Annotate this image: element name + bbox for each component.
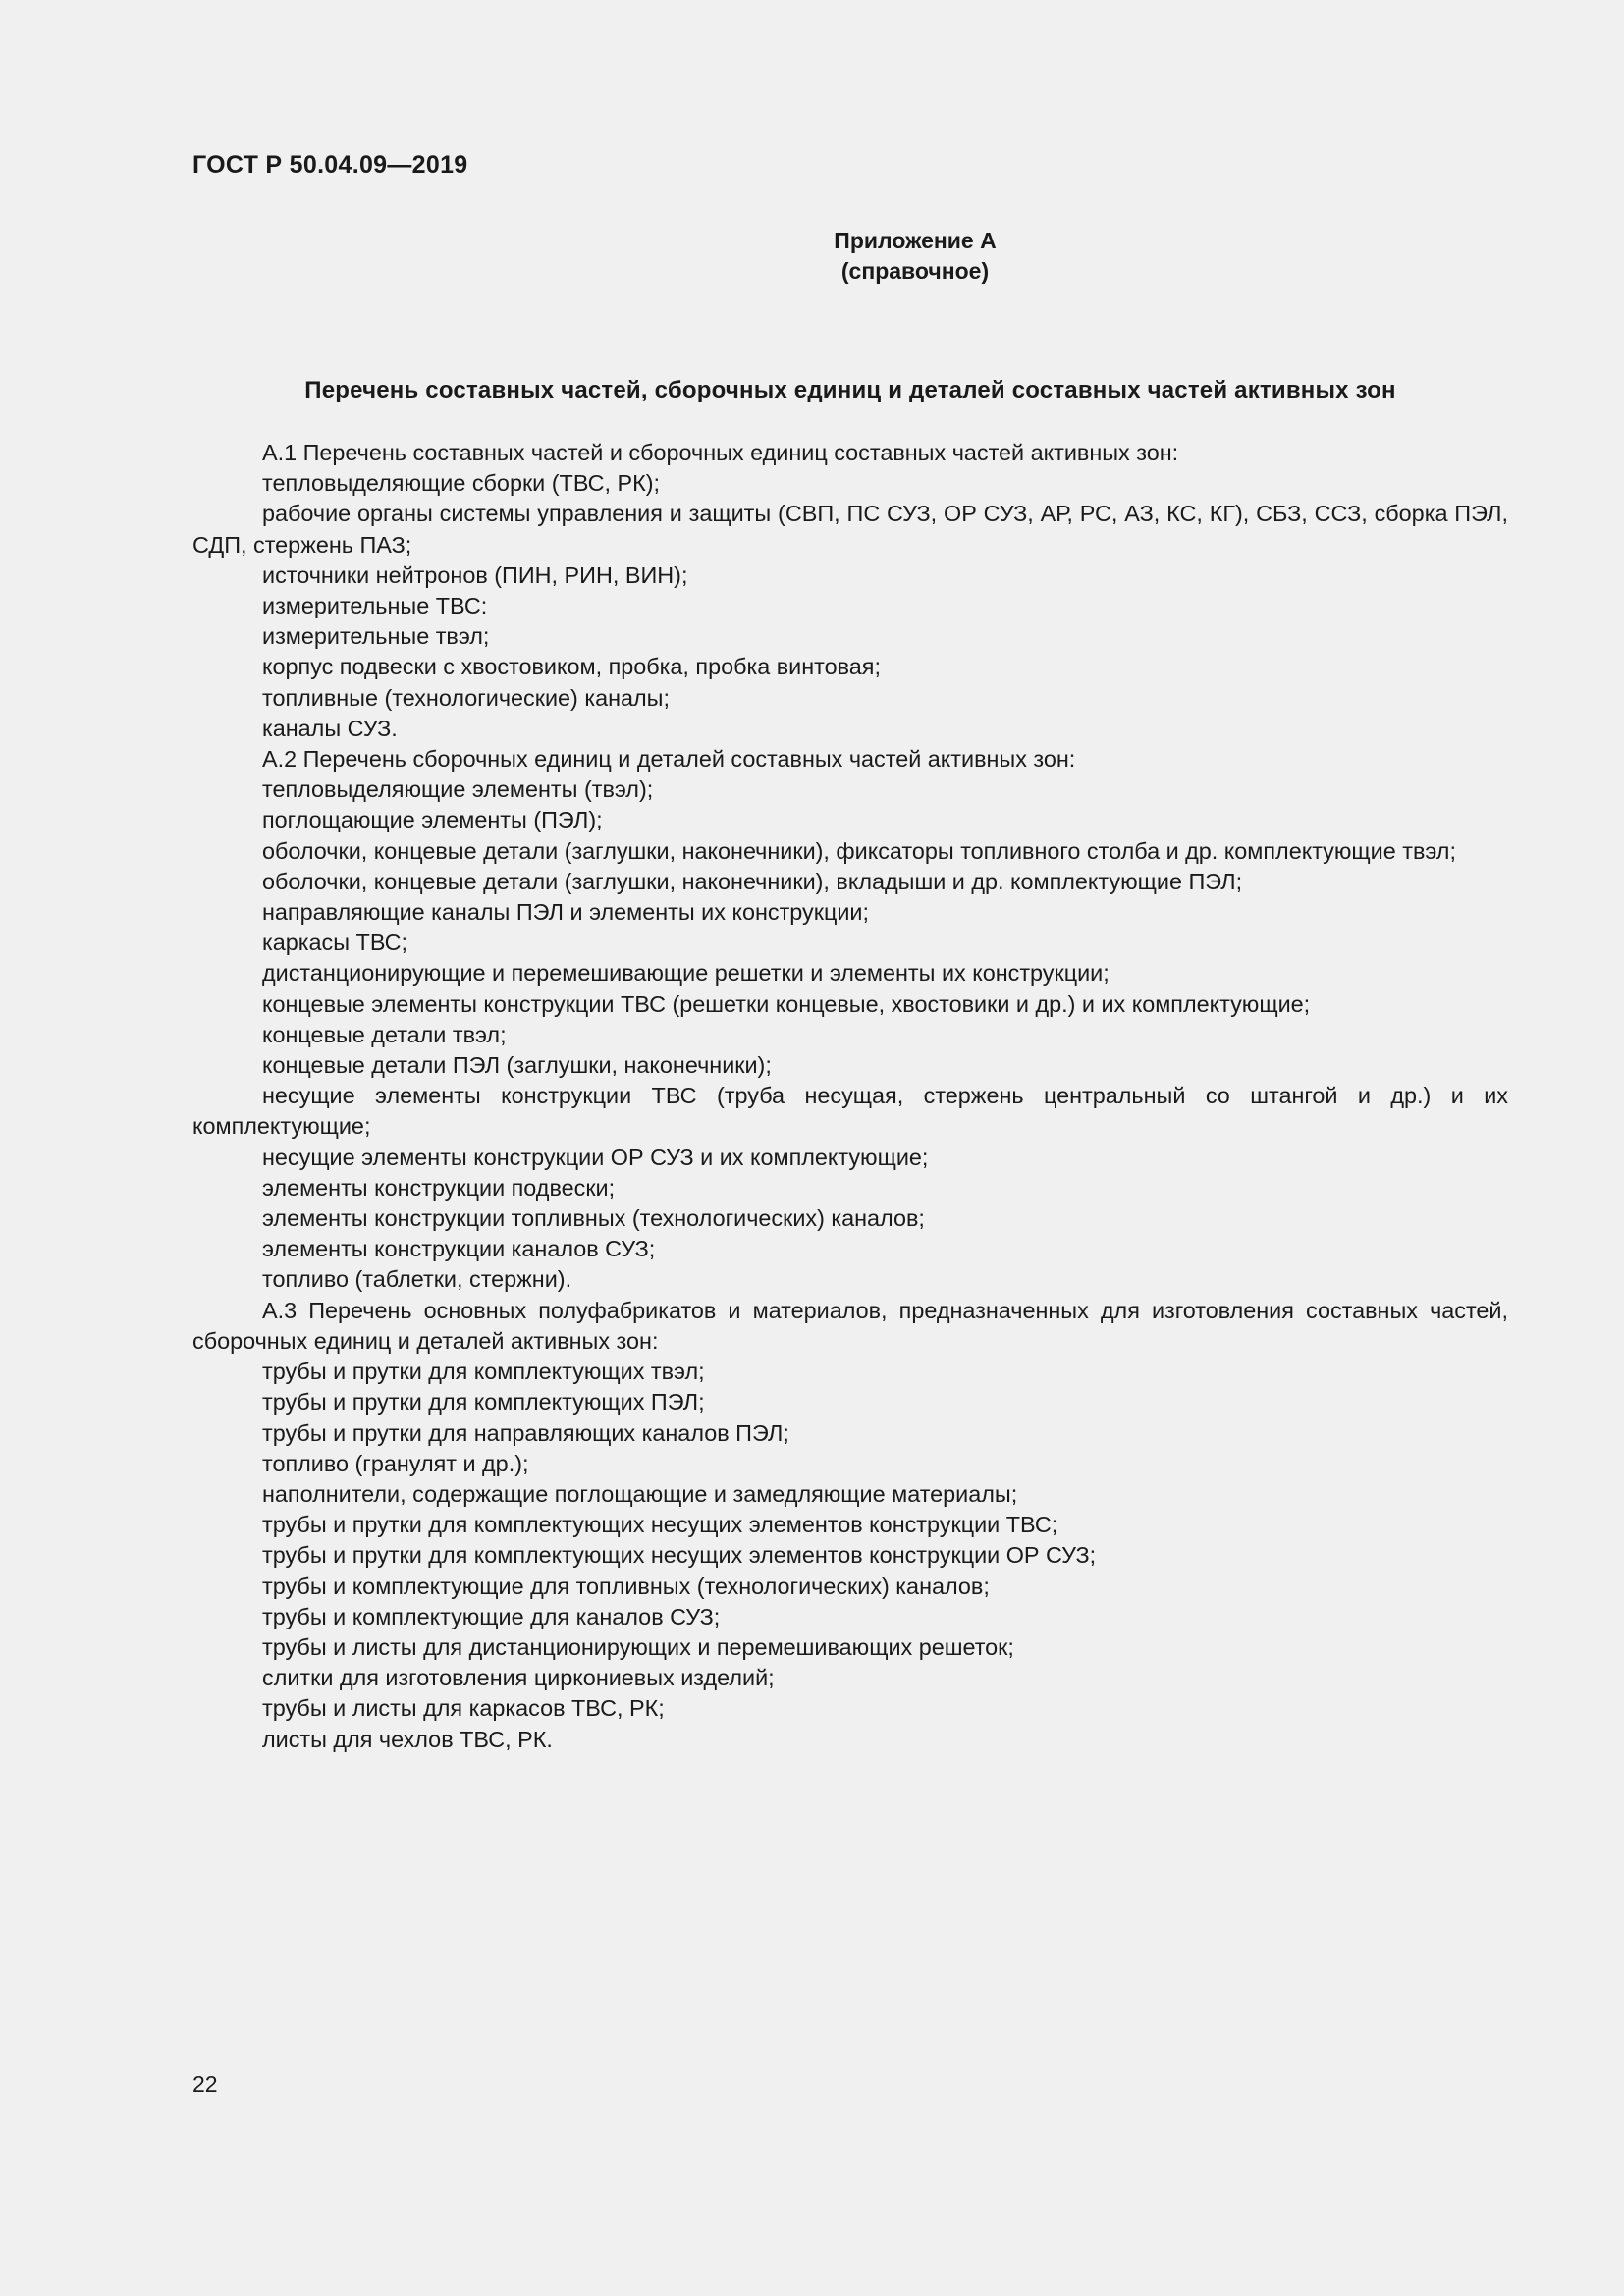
list-item: наполнители, содержащие поглощающие и замедляющие материалы; [262,1480,1018,1507]
list-item: элементы конструкции каналов СУЗ; [262,1236,656,1262]
list-item: трубы и прутки для комплектующих несущих элементов конструкции ТВС; [262,1512,1058,1538]
list-item: рабочие органы системы управления и защиты (СВП, ПС СУЗ, ОР СУЗ, АР, РС, АЗ, КС, КГ), СБЗ, ССЗ, сборка ПЭЛ, СДП, стержень ПАЗ; [192,501,1508,558]
paragraph-a2: А.2 Перечень сборочных единиц и деталей составных частей активных зон: [262,746,1076,773]
list-item: несущие элементы конструкции ОР СУЗ и их комплектующие; [262,1144,929,1170]
document-body [192,438,1508,1755]
paragraph-a3: А.3 Перечень основных полуфабрикатов и материалов, предназначенных для изготовления составных частей, сборочных единиц и деталей активных зон: [192,1297,1508,1354]
list-item: топливо (гранулят и др.); [262,1450,529,1476]
paragraph-a1: А.1 Перечень составных частей и сборочных единиц составных частей активных зон: [262,440,1179,465]
list-item: источники нейтронов (ПИН, РИН, ВИН); [262,561,688,588]
list-item: элементы конструкции топливных (технологических) каналов; [262,1205,925,1232]
list-item: элементы конструкции подвески; [262,1174,616,1201]
appendix-subtitle: (справочное) [840,258,990,284]
list-item: трубы и комплектующие для топливных (технологических) каналов; [262,1573,990,1599]
list-item: тепловыделяющие элементы (твэл); [262,776,654,803]
list-item: оболочки, концевые детали (заглушки, наконечники), вкладыши и др. комплектующие ПЭЛ; [262,868,1243,894]
list-item: измерительные ТВС: [262,593,488,619]
list-item: концевые детали ПЭЛ (заглушки, наконечники); [262,1052,772,1079]
list-item: корпус подвески с хвостовиком, пробка, пробка винтовая; [262,654,881,680]
list-item: тепловыделяющие сборки (ТВС, РК); [262,470,661,497]
list-item: поглощающие элементы (ПЭЛ); [262,807,603,833]
list-item: каналы СУЗ. [262,715,398,741]
list-item: листы для чехлов ТВС, РК. [262,1726,553,1752]
list-item: направляющие каналы ПЭЛ и элементы их конструкции; [262,899,869,926]
list-item: трубы и прутки для комплектующих ПЭЛ; [262,1389,705,1415]
appendix-heading [0,226,1624,287]
document-code-header: ГОСТ Р 50.04.09—2019 [192,151,468,179]
list-item: трубы и листы для каркасов ТВС, РК; [262,1695,665,1722]
appendix-title: Приложение А [834,228,997,253]
list-item: несущие элементы конструкции ТВС (труба несущая, стержень центральный со штангой и др.) и их комплектующие; [192,1083,1508,1140]
list-item: измерительные твэл; [262,623,490,650]
list-item: трубы и прутки для комплектующих несущих элементов конструкции ОР СУЗ; [262,1542,1097,1569]
list-item: дистанционирующие и перемешивающие решетки и элементы их конструкции; [262,960,1110,987]
list-item: топливные (технологические) каналы; [262,684,670,711]
list-item: трубы и комплектующие для каналов СУЗ; [262,1603,721,1629]
list-item: концевые детали твэл; [262,1021,507,1047]
list-item: трубы и прутки для комплектующих твэл; [262,1359,705,1385]
list-item: топливо (таблетки, стержни). [262,1266,572,1293]
section-title: Перечень составных частей, сборочных единиц и деталей составных частей активных зон [304,377,1396,403]
list-item: концевые элементы конструкции ТВС (решетки концевые, хвостовики и др.) и их комплектующие; [262,990,1311,1017]
list-item: оболочки, концевые детали (заглушки, наконечники), фиксаторы топливного столба и др. комплектующие твэл; [262,837,1456,864]
list-item: трубы и прутки для направляющих каналов ПЭЛ; [262,1419,789,1446]
list-item: слитки для изготовления циркониевых изделий; [262,1665,775,1691]
list-item: трубы и листы для дистанционирующих и перемешивающих решеток; [262,1633,1014,1660]
list-item: каркасы ТВС; [262,930,408,956]
page-number: 22 [192,2071,218,2097]
